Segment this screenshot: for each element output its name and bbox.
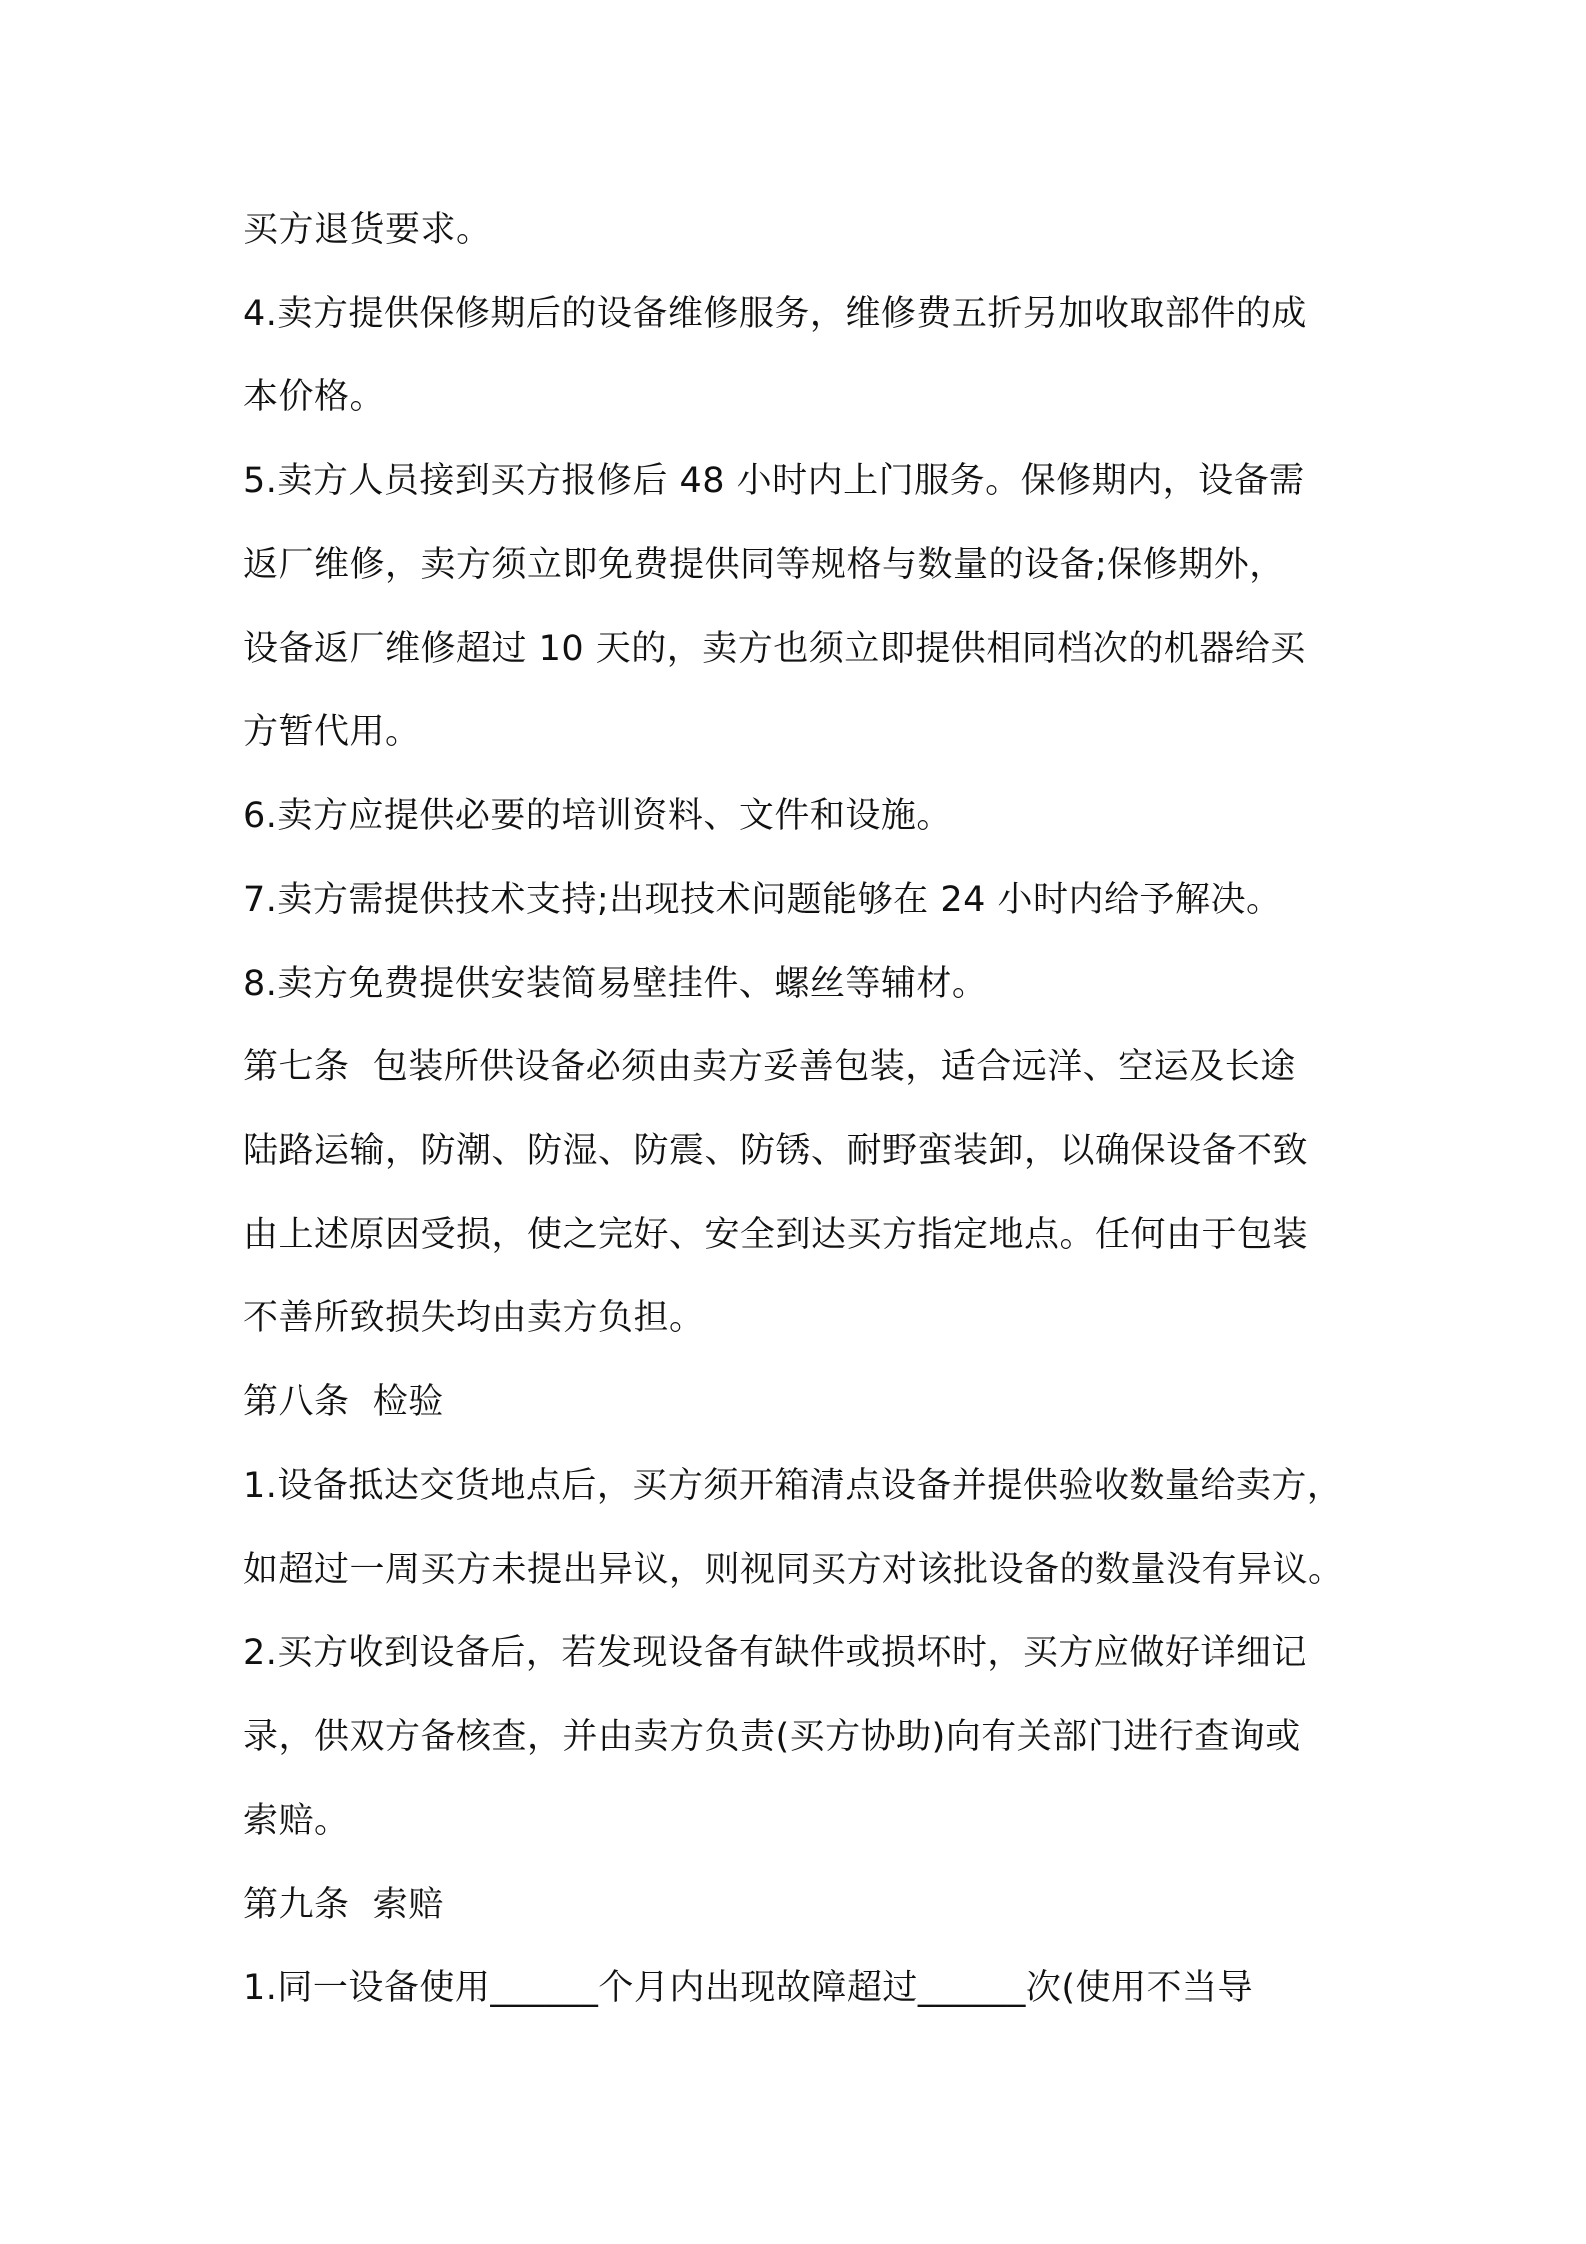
text-line: 1.设备抵达交货地点后，买方须开箱清点设备并提供验收数量给卖方， xyxy=(243,1466,1343,1506)
section-heading: 第九条 索赔 xyxy=(243,1885,444,1925)
text-line: 由上述原因受损，使之完好、安全到达买方指定地点。任何由于包装 xyxy=(243,1215,1309,1255)
text-line: 1.同一设备使用______个月内出现故障超过______次(使用不当导 xyxy=(243,1968,1254,2008)
text-line: 4.卖方提供保修期后的设备维修服务，维修费五折另加收取部件的成 xyxy=(243,294,1307,334)
section-heading: 第八条 检验 xyxy=(243,1382,444,1422)
text-line: 设备返厂维修超过 10 天的，卖方也须立即提供相同档次的机器给买 xyxy=(243,629,1306,669)
text-line: 8.卖方免费提供安装简易壁挂件、螺丝等辅材。 xyxy=(243,964,988,1004)
text-line: 陆路运输，防潮、防湿、防震、防锈、耐野蛮装卸，以确保设备不致 xyxy=(243,1131,1309,1171)
text-line: 6.卖方应提供必要的培训资料、文件和设施。 xyxy=(243,796,952,836)
text-line: 本价格。 xyxy=(243,377,386,417)
text-line: 索赔。 xyxy=(243,1801,350,1841)
text-line: 如超过一周买方未提出异议，则视同买方对该批设备的数量没有异议。 xyxy=(243,1550,1344,1590)
text-line: 7.卖方需提供技术支持;出现技术问题能够在 24 小时内给予解决。 xyxy=(243,880,1282,920)
text-line: 2.买方收到设备后，若发现设备有缺件或损坏时，买方应做好详细记 xyxy=(243,1633,1307,1673)
text-line: 不善所致损失均由卖方负担。 xyxy=(243,1298,705,1338)
text-line: 返厂维修，卖方须立即免费提供同等规格与数量的设备;保修期外， xyxy=(243,545,1285,585)
text-line: 买方退货要求。 xyxy=(243,210,492,250)
section-heading: 第七条 包装所供设备必须由卖方妥善包装，适合远洋、空运及长途 xyxy=(243,1047,1296,1087)
text-line: 方暂代用。 xyxy=(243,712,421,752)
text-line: 5.卖方人员接到买方报修后 48 小时内上门服务。保修期内，设备需 xyxy=(243,461,1305,501)
text-line: 录，供双方备核查，并由卖方负责(买方协助)向有关部门进行查询或 xyxy=(243,1717,1301,1757)
